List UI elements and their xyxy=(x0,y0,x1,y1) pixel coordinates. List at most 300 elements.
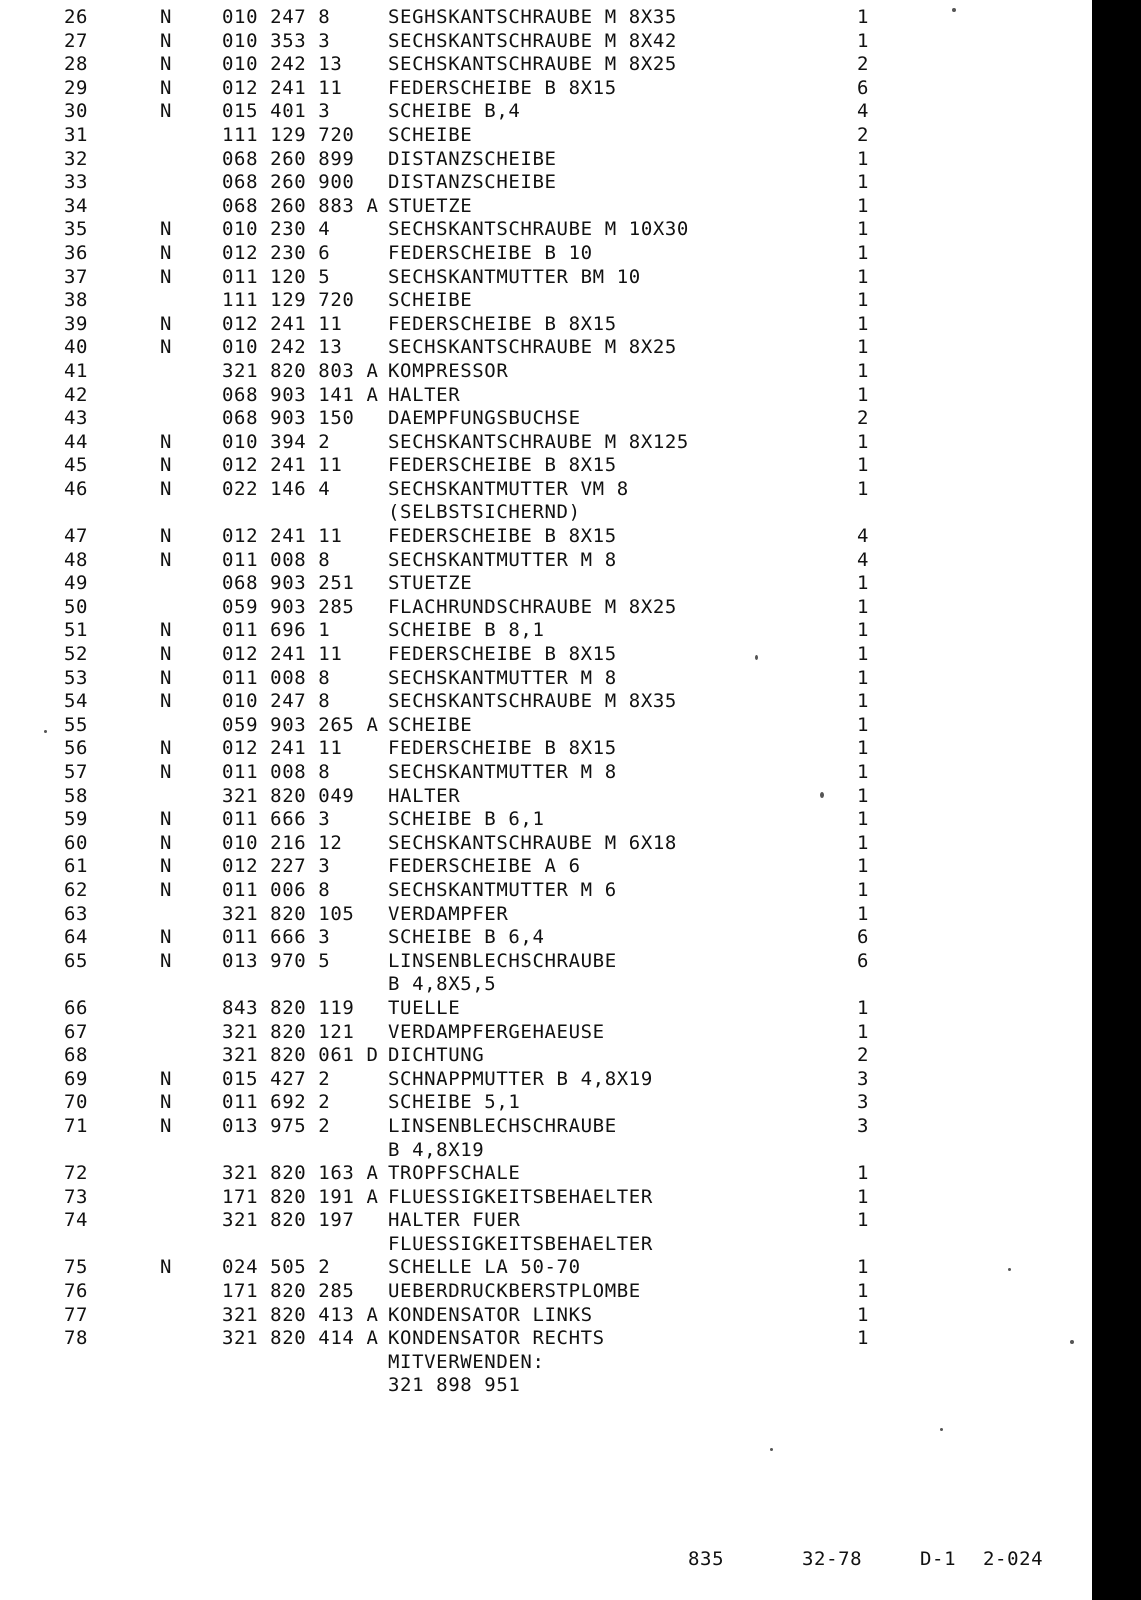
part-number: 012 241 11 xyxy=(222,76,343,99)
part-number: 013 975 2 xyxy=(222,1114,331,1137)
description-line: FLUESSIGKEITSBEHAELTER xyxy=(388,1232,653,1255)
parts-row xyxy=(0,1327,1090,1398)
position-number: 71 xyxy=(64,1114,89,1137)
quantity: 1 xyxy=(857,6,870,28)
norm-prefix: N xyxy=(160,76,173,99)
norm-prefix: N xyxy=(160,643,173,666)
part-number: 843 820 119 xyxy=(222,996,355,1019)
position-number: 42 xyxy=(64,383,89,406)
part-description xyxy=(388,855,808,879)
part-number: 011 008 8 xyxy=(222,548,331,571)
position-number: 44 xyxy=(64,430,89,453)
description-line: KONDENSATOR LINKS xyxy=(388,1303,593,1326)
quantity: 3 xyxy=(857,1091,870,1114)
part-number: 321 820 414 A xyxy=(222,1327,379,1350)
parts-row xyxy=(0,336,1090,360)
description-line: KOMPRESSOR xyxy=(388,359,509,382)
quantity: 1 xyxy=(857,359,870,382)
quantity: 1 xyxy=(857,855,870,878)
quantity: 1 xyxy=(857,383,870,406)
quantity: 1 xyxy=(857,808,870,831)
norm-prefix: N xyxy=(160,1256,173,1279)
part-number: 321 820 803 A xyxy=(222,359,379,382)
position-number: 54 xyxy=(64,690,89,713)
norm-prefix: N xyxy=(160,430,173,453)
part-description xyxy=(388,1280,808,1304)
part-description xyxy=(388,266,808,290)
parts-row xyxy=(0,313,1090,337)
part-number: 012 241 11 xyxy=(222,454,343,477)
description-line: SECHSKANTMUTTER M 8 xyxy=(388,548,617,571)
part-description xyxy=(388,407,808,431)
quantity: 1 xyxy=(857,619,870,642)
norm-prefix: N xyxy=(160,619,173,642)
part-description xyxy=(388,525,808,549)
parts-row xyxy=(0,218,1090,242)
part-number: 321 820 105 xyxy=(222,902,355,925)
quantity: 1 xyxy=(857,241,870,264)
norm-prefix: N xyxy=(160,29,173,52)
part-description xyxy=(388,690,808,714)
norm-prefix: N xyxy=(160,477,173,500)
part-number: 013 970 5 xyxy=(222,949,331,972)
part-number: 011 692 2 xyxy=(222,1091,331,1114)
parts-row xyxy=(0,478,1090,525)
quantity: 1 xyxy=(857,1185,870,1208)
description-line: DAEMPFUNGSBUCHSE xyxy=(388,407,581,430)
norm-prefix: N xyxy=(160,336,173,359)
norm-prefix: N xyxy=(160,949,173,972)
quantity: 1 xyxy=(857,29,870,52)
part-description xyxy=(388,997,808,1021)
part-description xyxy=(388,761,808,785)
part-description xyxy=(388,336,808,360)
part-description xyxy=(388,572,808,596)
scan-speck xyxy=(952,8,956,12)
norm-prefix: N xyxy=(160,100,173,123)
parts-row xyxy=(0,407,1090,431)
quantity: 1 xyxy=(857,171,870,194)
position-number: 56 xyxy=(64,737,89,760)
parts-row xyxy=(0,124,1090,148)
description-line: UEBERDRUCKBERSTPLOMBE xyxy=(388,1280,641,1303)
norm-prefix: N xyxy=(160,265,173,288)
quantity: 1 xyxy=(857,1020,870,1043)
part-number: 011 008 8 xyxy=(222,761,331,783)
parts-row xyxy=(0,832,1090,856)
description-line: DISTANZSCHEIBE xyxy=(388,147,557,170)
position-number: 49 xyxy=(64,572,89,595)
description-line: LINSENBLECHSCHRAUBE xyxy=(388,1114,617,1137)
part-number: 011 666 3 xyxy=(222,926,331,949)
scan-speck xyxy=(820,792,824,798)
quantity: 1 xyxy=(857,1162,870,1185)
part-number: 012 241 11 xyxy=(222,737,343,760)
position-number: 31 xyxy=(64,123,89,146)
parts-row xyxy=(0,950,1090,997)
part-description xyxy=(388,124,808,148)
parts-row xyxy=(0,619,1090,643)
part-description xyxy=(388,1256,808,1280)
description-line: SCHEIBE B 6,1 xyxy=(388,808,545,831)
parts-row xyxy=(0,761,1090,785)
position-number: 72 xyxy=(64,1162,89,1185)
scan-speck xyxy=(1008,1268,1011,1271)
norm-prefix: N xyxy=(160,6,173,28)
part-number: 010 353 3 xyxy=(222,29,331,52)
description-line: SECHSKANTMUTTER BM 10 xyxy=(388,265,641,288)
quantity: 1 xyxy=(857,902,870,925)
norm-prefix: N xyxy=(160,690,173,713)
parts-row xyxy=(0,690,1090,714)
quantity: 1 xyxy=(857,1256,870,1279)
part-number: 321 820 197 xyxy=(222,1209,355,1232)
part-description xyxy=(388,667,808,691)
part-description xyxy=(388,242,808,266)
quantity: 4 xyxy=(857,100,870,123)
description-line: HALTER FUER xyxy=(388,1209,521,1232)
parts-row xyxy=(0,903,1090,927)
part-description xyxy=(388,549,808,573)
quantity: 2 xyxy=(857,123,870,146)
part-number: 012 227 3 xyxy=(222,855,331,878)
quantity: 1 xyxy=(857,194,870,217)
position-number: 30 xyxy=(64,100,89,123)
quantity: 1 xyxy=(857,1280,870,1303)
norm-prefix: N xyxy=(160,241,173,264)
part-description xyxy=(388,714,808,738)
position-number: 50 xyxy=(64,595,89,618)
parts-row xyxy=(0,525,1090,549)
parts-row xyxy=(0,1091,1090,1115)
description-line: SCHEIBE 5,1 xyxy=(388,1091,521,1114)
quantity: 1 xyxy=(857,666,870,689)
description-line: B 4,8X19 xyxy=(388,1138,485,1161)
parts-row xyxy=(0,266,1090,290)
parts-row xyxy=(0,1021,1090,1045)
position-number: 36 xyxy=(64,241,89,264)
part-description xyxy=(388,195,808,219)
position-number: 45 xyxy=(64,454,89,477)
quantity: 1 xyxy=(857,1209,870,1232)
quantity: 1 xyxy=(857,1327,870,1350)
quantity: 1 xyxy=(857,218,870,241)
part-description xyxy=(388,1021,808,1045)
description-line: SECHSKANTSCHRAUBE M 8X25 xyxy=(388,53,677,76)
part-description xyxy=(388,737,808,761)
position-number: 32 xyxy=(64,147,89,170)
position-number: 59 xyxy=(64,808,89,831)
description-line: FLACHRUNDSCHRAUBE M 8X25 xyxy=(388,595,677,618)
parts-row xyxy=(0,384,1090,408)
description-line: FEDERSCHEIBE B 8X15 xyxy=(388,76,617,99)
position-number: 35 xyxy=(64,218,89,241)
quantity: 1 xyxy=(857,784,870,807)
parts-row xyxy=(0,242,1090,266)
footer-range: 32-78 xyxy=(802,1548,863,1570)
description-line: STUETZE xyxy=(388,194,473,217)
part-number: 068 260 900 xyxy=(222,171,355,194)
description-line: MITVERWENDEN: xyxy=(388,1350,545,1373)
footer-page-number: 2-024 xyxy=(983,1548,1044,1570)
part-description xyxy=(388,431,808,455)
quantity: 1 xyxy=(857,713,870,736)
part-number: 321 820 121 xyxy=(222,1020,355,1043)
part-number: 010 216 12 xyxy=(222,831,343,854)
position-number: 69 xyxy=(64,1067,89,1090)
quantity: 3 xyxy=(857,1114,870,1137)
position-number: 39 xyxy=(64,312,89,335)
part-description xyxy=(388,360,808,384)
description-line: SECHSKANTSCHRAUBE M 8X125 xyxy=(388,430,689,453)
parts-list xyxy=(0,6,1090,1398)
parts-row xyxy=(0,30,1090,54)
position-number: 28 xyxy=(64,53,89,76)
norm-prefix: N xyxy=(160,312,173,335)
part-description xyxy=(388,1304,808,1328)
description-line: SECHSKANTMUTTER M 8 xyxy=(388,761,617,783)
position-number: 60 xyxy=(64,831,89,854)
description-line: TROPFSCHALE xyxy=(388,1162,521,1185)
part-description xyxy=(388,808,808,832)
quantity: 4 xyxy=(857,548,870,571)
position-number: 34 xyxy=(64,194,89,217)
part-description xyxy=(388,171,808,195)
parts-row xyxy=(0,77,1090,101)
description-line: SCHEIBE B 8,1 xyxy=(388,619,545,642)
description-line: B 4,8X5,5 xyxy=(388,973,497,996)
part-number: 015 427 2 xyxy=(222,1067,331,1090)
part-number: 011 120 5 xyxy=(222,265,331,288)
description-line: SCHEIBE B,4 xyxy=(388,100,521,123)
position-number: 67 xyxy=(64,1020,89,1043)
part-number: 012 230 6 xyxy=(222,241,331,264)
part-number: 111 129 720 xyxy=(222,289,355,312)
part-description xyxy=(388,926,808,950)
parts-row xyxy=(0,454,1090,478)
description-line: (SELBSTSICHERND) xyxy=(388,501,581,524)
part-description xyxy=(388,30,808,54)
norm-prefix: N xyxy=(160,808,173,831)
position-number: 48 xyxy=(64,548,89,571)
footer-sheet: D-1 xyxy=(920,1548,957,1570)
parts-row xyxy=(0,1304,1090,1328)
quantity: 1 xyxy=(857,312,870,335)
position-number: 61 xyxy=(64,855,89,878)
part-description xyxy=(388,1327,808,1398)
position-number: 75 xyxy=(64,1256,89,1279)
quantity: 6 xyxy=(857,926,870,949)
description-line: LINSENBLECHSCHRAUBE xyxy=(388,949,617,972)
description-line: SCHEIBE xyxy=(388,713,473,736)
part-description xyxy=(388,596,808,620)
position-number: 76 xyxy=(64,1280,89,1303)
part-number: 010 230 4 xyxy=(222,218,331,241)
norm-prefix: N xyxy=(160,737,173,760)
part-number: 022 146 4 xyxy=(222,477,331,500)
parts-row xyxy=(0,879,1090,903)
norm-prefix: N xyxy=(160,761,173,783)
position-number: 46 xyxy=(64,477,89,500)
part-number: 321 820 163 A xyxy=(222,1162,379,1185)
norm-prefix: N xyxy=(160,53,173,76)
part-number: 068 903 150 xyxy=(222,407,355,430)
parts-row xyxy=(0,997,1090,1021)
parts-row xyxy=(0,643,1090,667)
position-number: 57 xyxy=(64,761,89,783)
part-number: 011 008 8 xyxy=(222,666,331,689)
position-number: 68 xyxy=(64,1044,89,1067)
position-number: 53 xyxy=(64,666,89,689)
position-number: 26 xyxy=(64,6,89,28)
description-line: TUELLE xyxy=(388,996,461,1019)
parts-row xyxy=(0,171,1090,195)
part-description xyxy=(388,785,808,809)
part-number: 068 260 899 xyxy=(222,147,355,170)
position-number: 40 xyxy=(64,336,89,359)
scan-speck xyxy=(1070,1340,1074,1344)
description-line: DICHTUNG xyxy=(388,1044,485,1067)
scan-speck xyxy=(755,655,758,660)
part-description xyxy=(388,100,808,124)
position-number: 37 xyxy=(64,265,89,288)
description-line: FEDERSCHEIBE B 8X15 xyxy=(388,643,617,666)
description-line: SECHSKANTSCHRAUBE M 8X42 xyxy=(388,29,677,52)
quantity: 2 xyxy=(857,1044,870,1067)
position-number: 70 xyxy=(64,1091,89,1114)
quantity: 3 xyxy=(857,1067,870,1090)
quantity: 1 xyxy=(857,454,870,477)
position-number: 64 xyxy=(64,926,89,949)
quantity: 1 xyxy=(857,996,870,1019)
position-number: 77 xyxy=(64,1303,89,1326)
position-number: 58 xyxy=(64,784,89,807)
parts-row xyxy=(0,100,1090,124)
description-line: FEDERSCHEIBE B 8X15 xyxy=(388,737,617,760)
description-line: FEDERSCHEIBE B 8X15 xyxy=(388,454,617,477)
description-line: SECHSKANTMUTTER M 8 xyxy=(388,666,617,689)
description-line: SECHSKANTSCHRAUBE M 6X18 xyxy=(388,831,677,854)
position-number: 73 xyxy=(64,1185,89,1208)
part-number: 111 129 720 xyxy=(222,123,355,146)
quantity: 1 xyxy=(857,265,870,288)
quantity: 2 xyxy=(857,53,870,76)
norm-prefix: N xyxy=(160,218,173,241)
quantity: 2 xyxy=(857,407,870,430)
part-number: 010 394 2 xyxy=(222,430,331,453)
parts-row xyxy=(0,855,1090,879)
norm-prefix: N xyxy=(160,1114,173,1137)
part-number: 012 241 11 xyxy=(222,525,343,548)
part-number: 010 242 13 xyxy=(222,336,343,359)
position-number: 62 xyxy=(64,878,89,901)
parts-row xyxy=(0,714,1090,738)
description-line: HALTER xyxy=(388,383,461,406)
position-number: 38 xyxy=(64,289,89,312)
part-number: 059 903 285 xyxy=(222,595,355,618)
part-number: 068 903 141 A xyxy=(222,383,379,406)
quantity: 4 xyxy=(857,525,870,548)
description-line: SECHSKANTSCHRAUBE M 8X25 xyxy=(388,336,677,359)
description-line: SCHEIBE B 6,4 xyxy=(388,926,545,949)
position-number: 63 xyxy=(64,902,89,925)
description-line: FEDERSCHEIBE A 6 xyxy=(388,855,581,878)
parts-row xyxy=(0,1068,1090,1092)
quantity: 1 xyxy=(857,477,870,500)
position-number: 29 xyxy=(64,76,89,99)
parts-row xyxy=(0,360,1090,384)
part-number: 171 820 285 xyxy=(222,1280,355,1303)
parts-row xyxy=(0,53,1090,77)
quantity: 6 xyxy=(857,76,870,99)
position-number: 55 xyxy=(64,713,89,736)
part-number: 068 903 251 xyxy=(222,572,355,595)
parts-row xyxy=(0,1115,1090,1162)
part-description xyxy=(388,478,808,525)
part-number: 321 820 049 xyxy=(222,784,355,807)
norm-prefix: N xyxy=(160,1091,173,1114)
description-line: SEGHSKANTSCHRAUBE M 8X35 xyxy=(388,6,677,28)
part-number: 059 903 265 A xyxy=(222,713,379,736)
part-number: 010 242 13 xyxy=(222,53,343,76)
scan-speck xyxy=(44,730,47,733)
part-number: 321 820 413 A xyxy=(222,1303,379,1326)
quantity: 1 xyxy=(857,147,870,170)
parts-row xyxy=(0,737,1090,761)
position-number: 65 xyxy=(64,949,89,972)
parts-row xyxy=(0,289,1090,313)
part-number: 068 260 883 A xyxy=(222,194,379,217)
description-line: SECHSKANTSCHRAUBE M 10X30 xyxy=(388,218,689,241)
position-number: 41 xyxy=(64,359,89,382)
part-description xyxy=(388,1068,808,1092)
description-line: FLUESSIGKEITSBEHAELTER xyxy=(388,1185,653,1208)
part-number: 321 820 061 D xyxy=(222,1044,379,1067)
position-number: 74 xyxy=(64,1209,89,1232)
position-number: 27 xyxy=(64,29,89,52)
part-description xyxy=(388,289,808,313)
description-line: SCHELLE LA 50-70 xyxy=(388,1256,581,1279)
description-line: VERDAMPFERGEHAEUSE xyxy=(388,1020,605,1043)
part-description xyxy=(388,53,808,77)
quantity: 1 xyxy=(857,1303,870,1326)
part-number: 012 241 11 xyxy=(222,643,343,666)
description-line: FEDERSCHEIBE B 8X15 xyxy=(388,525,617,548)
quantity: 1 xyxy=(857,878,870,901)
part-number: 010 247 8 xyxy=(222,690,331,713)
quantity: 1 xyxy=(857,690,870,713)
description-line: 321 898 951 xyxy=(388,1374,521,1397)
position-number: 47 xyxy=(64,525,89,548)
parts-row xyxy=(0,785,1090,809)
part-description xyxy=(388,879,808,903)
description-line: SECHSKANTSCHRAUBE M 8X35 xyxy=(388,690,677,713)
part-number: 171 820 191 A xyxy=(222,1185,379,1208)
norm-prefix: N xyxy=(160,666,173,689)
part-number: 012 241 11 xyxy=(222,312,343,335)
part-description xyxy=(388,903,808,927)
part-description xyxy=(388,1091,808,1115)
part-description xyxy=(388,218,808,242)
part-number: 024 505 2 xyxy=(222,1256,331,1279)
description-line: FEDERSCHEIBE B 8X15 xyxy=(388,312,617,335)
description-line: SCHNAPPMUTTER B 4,8X19 xyxy=(388,1067,653,1090)
part-description xyxy=(388,1115,808,1162)
part-number: 011 696 1 xyxy=(222,619,331,642)
parts-row xyxy=(0,1280,1090,1304)
parts-row xyxy=(0,1209,1090,1256)
part-description xyxy=(388,454,808,478)
